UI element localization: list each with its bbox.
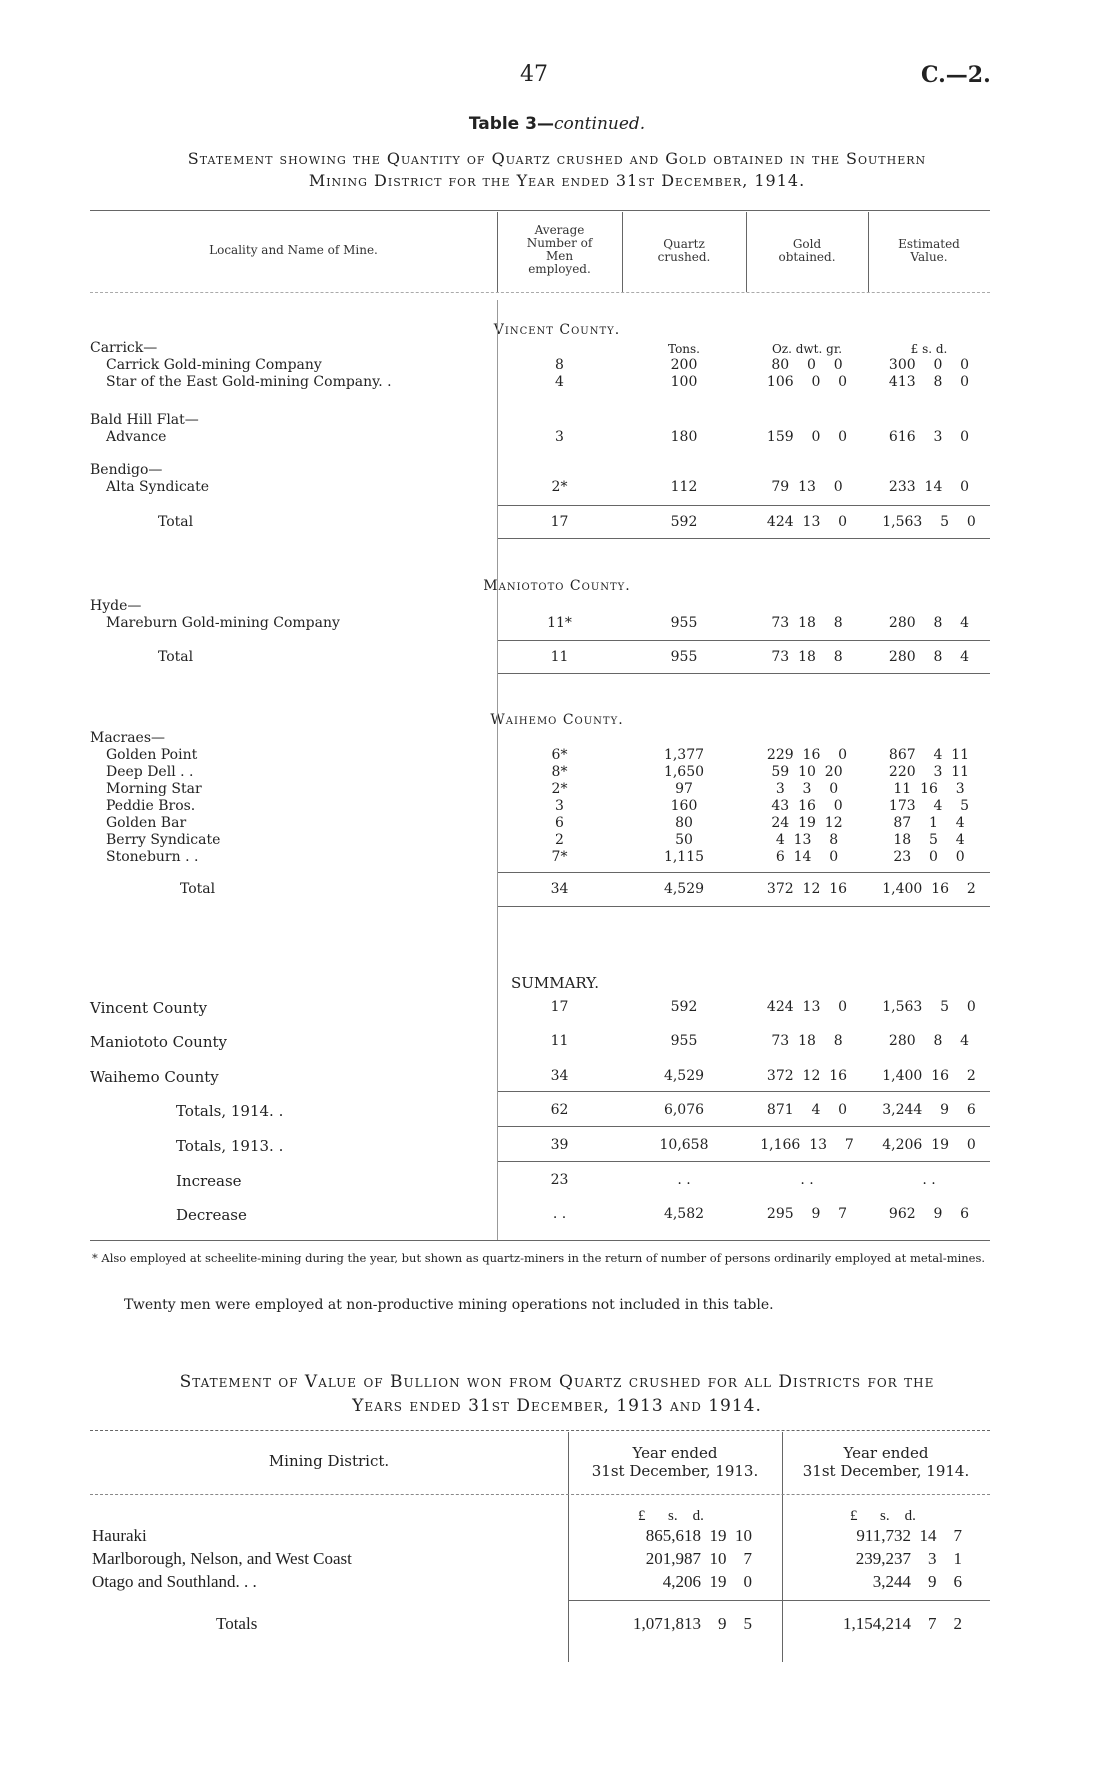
gold-value: 229 16 0 (766, 747, 848, 763)
body-col-divider-1 (497, 300, 498, 1240)
estimated-value: 280 8 4 (888, 615, 970, 631)
units-gold: Oz. dwt. gr. (771, 342, 843, 356)
men-value: 2* (551, 479, 568, 495)
summary-men: . . (552, 1206, 567, 1222)
section-end-rule (497, 538, 990, 539)
bullion-total-1913: 1,071,813 9 5 (633, 1614, 752, 1633)
summary-value: 962 9 6 (888, 1206, 970, 1222)
estimated-value: 616 3 0 (888, 429, 970, 445)
men-value: 6* (551, 747, 568, 763)
gold-value: 3 3 0 (775, 781, 839, 797)
men-value: 3 (555, 798, 564, 814)
summary-value: 3,244 9 6 (882, 1102, 976, 1118)
col-men-header (497, 224, 622, 276)
page-number: 47 (520, 62, 548, 87)
men-value: 6 (555, 815, 564, 831)
summary-quartz: 10,658 (659, 1137, 709, 1153)
quartz-value: 1,115 (663, 849, 705, 865)
bullion-district: Hauraki (92, 1526, 147, 1545)
total-quartz: 955 (670, 649, 698, 665)
quartz-value: 1,377 (663, 747, 705, 763)
total-rule (497, 505, 990, 506)
summary-label: Decrease (176, 1206, 247, 1224)
bullion-heading (0, 1370, 1114, 1418)
vincent-county-heading: Vincent County. (493, 322, 621, 338)
gold-value: 59 10 20 (771, 764, 843, 780)
col-gold-line2: obtained. (778, 250, 836, 264)
men-value: 3 (555, 429, 564, 445)
total-label: Total (158, 514, 194, 530)
quartz-value: 180 (670, 429, 698, 445)
bullion-1913-header (568, 1444, 782, 1480)
summary-men: 34 (550, 1068, 569, 1084)
men-value: 2* (551, 781, 568, 797)
quartz-value: 100 (670, 374, 698, 390)
bullion-header-rule (90, 1494, 990, 1495)
men-value: 2 (555, 832, 564, 848)
table-top-rule (90, 210, 990, 211)
col-men-line4: employed. (528, 262, 591, 276)
statement-heading-line2: Mining District for the Year ended 31st December, 1914. (308, 171, 806, 190)
estimated-value: 173 4 5 (888, 798, 970, 814)
bullion-totals-label: Totals (216, 1614, 258, 1633)
footnote: * Also employed at scheelite-mining during the year, but shown as quartz-miners in the return of number of persons ordinarily employed at metal-mines. (92, 1251, 986, 1265)
total-label: Total (180, 881, 216, 897)
units-tons: Tons. (668, 342, 700, 356)
group-name: Carrick— (90, 340, 158, 356)
summary-label: Waihemo County (90, 1068, 219, 1086)
waihemo-county-heading: Waihemo County. (490, 712, 624, 728)
summary-rule (497, 1126, 990, 1127)
statement-heading (0, 148, 1114, 192)
bullion-total-1914: 1,154,214 7 2 (843, 1614, 962, 1633)
bullion-district-header: Mining District. (268, 1452, 390, 1470)
non-productive-note: Twenty men were employed at non-productive mining operations not included in this table. (124, 1297, 774, 1313)
summary-men: 11 (550, 1033, 569, 1049)
group-name: Hyde— (90, 598, 142, 614)
summary-value: 1,563 5 0 (882, 999, 976, 1015)
bullion-value-1914: 911,732 14 7 (856, 1526, 962, 1545)
summary-gold: 295 9 7 (766, 1206, 848, 1222)
gold-value: 159 0 0 (766, 429, 848, 445)
total-value: 1,563 5 0 (882, 514, 976, 530)
summary-label: Increase (176, 1172, 242, 1190)
total-gold: 372 12 16 (766, 881, 848, 897)
quartz-value: 97 (675, 781, 693, 797)
section-end-rule (497, 906, 990, 907)
bullion-district: Marlborough, Nelson, and West Coast (92, 1549, 352, 1568)
document-code: C.—2. (921, 62, 991, 88)
mine-name: Stoneburn . . (106, 849, 199, 865)
bullion-value-1913: 4,206 19 0 (662, 1572, 752, 1591)
estimated-value: 23 0 0 (893, 849, 965, 865)
col-quartz-line1: Quartz (663, 237, 705, 251)
mine-name: Carrick Gold-mining Company (106, 357, 322, 373)
summary-men: 39 (550, 1137, 569, 1153)
total-quartz: 4,529 (663, 881, 705, 897)
quartz-value: 80 (675, 815, 693, 831)
men-value: 11* (547, 615, 572, 631)
table-title-main: Table 3— (468, 114, 554, 134)
units-value: £ s. d. (910, 342, 948, 356)
col-quartz-line2: crushed. (657, 250, 711, 264)
estimated-value: 11 16 3 (893, 781, 965, 797)
group-name: Bendigo— (90, 462, 163, 478)
men-value: 8* (551, 764, 568, 780)
estimated-value: 413 8 0 (888, 374, 970, 390)
total-men: 17 (550, 514, 569, 530)
summary-value: 1,400 16 2 (882, 1068, 976, 1084)
gold-value: 73 18 8 (771, 615, 843, 631)
mine-name: Mareburn Gold-mining Company (106, 615, 340, 631)
table-title-suffix: continued. (553, 114, 646, 134)
total-men: 11 (550, 649, 569, 665)
total-value: 280 8 4 (888, 649, 970, 665)
men-value: 8 (555, 357, 564, 373)
summary-men: 62 (550, 1102, 569, 1118)
bullion-1914-header (782, 1444, 990, 1480)
total-gold: 73 18 8 (771, 649, 843, 665)
bullion-units-1914: £ s. d. (850, 1508, 916, 1524)
men-value: 4 (555, 374, 564, 390)
gold-value: 80 0 0 (771, 357, 843, 373)
summary-men: 23 (550, 1172, 569, 1188)
total-value: 1,400 16 2 (882, 881, 976, 897)
table-title (0, 114, 1114, 134)
bullion-1913-line2: 31st December, 1913. (591, 1462, 759, 1480)
bullion-value-1914: 239,237 3 1 (855, 1549, 962, 1568)
col-men-line2: Number of (526, 236, 593, 250)
bullion-heading-line1: Statement of Value of Bullion won from Quartz crushed for all Districts for the (179, 1372, 935, 1392)
summary-quartz: 6,076 (663, 1102, 705, 1118)
col-gold-line1: Gold (792, 237, 822, 251)
statement-heading-line1: Statement showing the Quantity of Quartz crushed and Gold obtained in the Southern (187, 149, 927, 168)
gold-value: 24 19 12 (771, 815, 843, 831)
summary-value: 280 8 4 (888, 1033, 970, 1049)
mine-name: Deep Dell . . (106, 764, 194, 780)
total-quartz: 592 (670, 514, 698, 530)
bullion-heading-line2: Years ended 31st December, 1913 and 1914. (352, 1396, 762, 1416)
gold-value: 79 13 0 (771, 479, 843, 495)
summary-rule (497, 1161, 990, 1162)
mine-name: Alta Syndicate (106, 479, 210, 495)
quartz-value: 50 (675, 832, 693, 848)
summary-men: 17 (550, 999, 569, 1015)
men-value: 7* (551, 849, 568, 865)
gold-value: 43 16 0 (771, 798, 843, 814)
quartz-value: 160 (670, 798, 698, 814)
group-name: Bald Hill Flat— (90, 412, 199, 428)
group-name: Macraes— (90, 730, 166, 746)
mine-name: Golden Bar (106, 815, 187, 831)
total-rule (497, 640, 990, 641)
summary-quartz: 4,529 (663, 1068, 705, 1084)
gold-value: 106 0 0 (766, 374, 848, 390)
summary-heading: SUMMARY. (510, 974, 600, 992)
summary-label: Maniototo County (90, 1033, 228, 1051)
bullion-1914-line1: Year ended (843, 1444, 929, 1462)
bullion-top-rule (90, 1430, 990, 1431)
section-end-rule (497, 673, 990, 674)
col-gold-header (746, 238, 868, 264)
summary-gold: 871 4 0 (766, 1102, 848, 1118)
summary-quartz: 592 (670, 999, 698, 1015)
summary-quartz: . . (677, 1172, 691, 1188)
gold-value: 6 14 0 (775, 849, 839, 865)
col-men-line1: Average (534, 223, 585, 237)
estimated-value: 867 4 11 (888, 747, 970, 763)
summary-gold: . . (800, 1172, 814, 1188)
col-value-line1: Estimated (898, 237, 960, 251)
mine-name: Star of the East Gold-mining Company. . (106, 374, 392, 390)
mine-name: Advance (106, 429, 167, 445)
bullion-1914-line2: 31st December, 1914. (802, 1462, 970, 1480)
summary-value: 4,206 19 0 (882, 1137, 976, 1153)
mine-name: Golden Point (106, 747, 198, 763)
gold-value: 4 13 8 (775, 832, 839, 848)
mine-name: Berry Syndicate (106, 832, 221, 848)
col-value-line2: Value. (910, 250, 948, 264)
col-locality-header: Locality and Name of Mine. (209, 243, 378, 257)
estimated-value: 87 1 4 (893, 815, 965, 831)
bullion-value-1913: 201,987 10 7 (645, 1549, 752, 1568)
col-value-header (868, 238, 990, 264)
bullion-total-rule (568, 1600, 990, 1601)
summary-label: Totals, 1913. . (176, 1137, 284, 1155)
estimated-value: 300 0 0 (888, 357, 970, 373)
quartz-value: 1,650 (663, 764, 705, 780)
col-quartz-header (622, 238, 746, 264)
total-men: 34 (550, 881, 569, 897)
summary-gold: 1,166 13 7 (760, 1137, 854, 1153)
mine-name: Morning Star (106, 781, 202, 797)
summary-bottom-rule (90, 1240, 990, 1241)
summary-gold: 372 12 16 (766, 1068, 848, 1084)
summary-gold: 424 13 0 (766, 999, 848, 1015)
mine-name: Peddie Bros. (106, 798, 196, 814)
maniototo-county-heading: Maniototo County. (483, 578, 631, 594)
summary-value: . . (922, 1172, 936, 1188)
summary-label: Vincent County (90, 999, 208, 1017)
total-rule (497, 872, 990, 873)
summary-quartz: 4,582 (663, 1206, 705, 1222)
total-gold: 424 13 0 (766, 514, 848, 530)
total-label: Total (158, 649, 194, 665)
quartz-value: 200 (670, 357, 698, 373)
quartz-value: 955 (670, 615, 698, 631)
estimated-value: 220 3 11 (888, 764, 970, 780)
bullion-district: Otago and Southland. . . (92, 1572, 257, 1591)
summary-rule (497, 1091, 990, 1092)
col-men-line3: Men (545, 249, 574, 263)
estimated-value: 18 5 4 (893, 832, 965, 848)
summary-gold: 73 18 8 (771, 1033, 843, 1049)
bullion-value-1913: 865,618 19 10 (645, 1526, 752, 1545)
summary-quartz: 955 (670, 1033, 698, 1049)
quartz-value: 112 (670, 479, 698, 495)
summary-label: Totals, 1914. . (176, 1102, 284, 1120)
bullion-1913-line1: Year ended (632, 1444, 718, 1462)
bullion-units-1913: £ s. d. (638, 1508, 704, 1524)
header-bottom-rule (90, 292, 990, 293)
bullion-value-1914: 3,244 9 6 (872, 1572, 962, 1591)
estimated-value: 233 14 0 (888, 479, 970, 495)
